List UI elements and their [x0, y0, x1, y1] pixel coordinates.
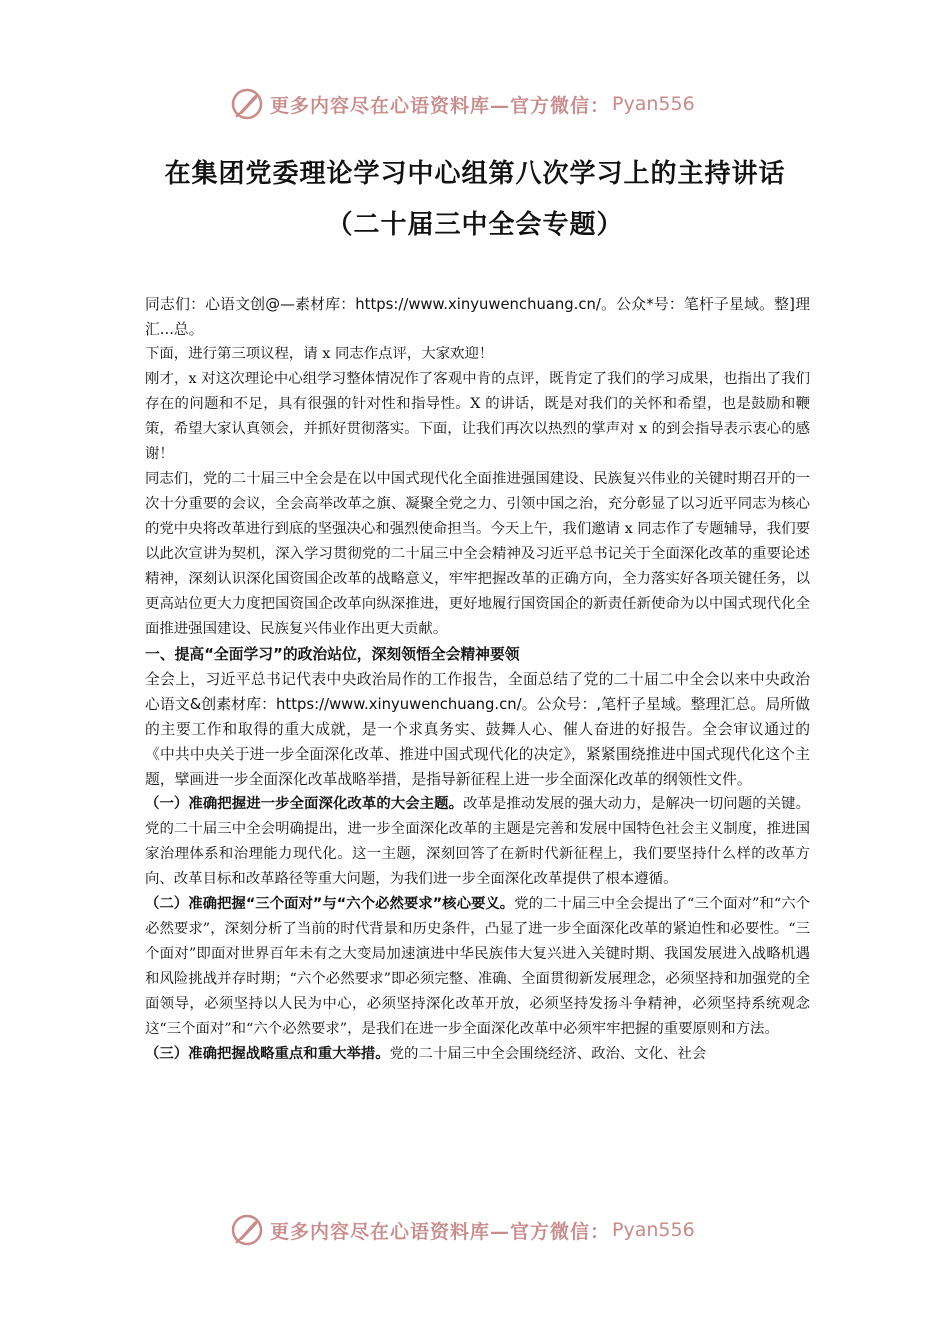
quill-logo-icon: [230, 1213, 264, 1247]
subsection-text: 改革是推动发展的强大动力，是解决一切问题的关键。党的二十届三中全会明确提出，进一步全面深化改革的主题是完善和发展中国特色社会主义制度，推进国家治理体系和治理能力现代化。这一主题，深刻回答了在新时代新征程上，我们要坚持什么样的改革方向、改革目标和改革路径等重大问题，为我们进一步全面深化改革提供了根本遵循。: [145, 796, 810, 887]
document-subtitle: （二十届三中全会专题）: [326, 210, 624, 240]
document-body: [145, 292, 810, 1067]
subsection-text: 党的二十届三中全会围绕经济、政治、文化、社会: [389, 1046, 707, 1062]
paragraph: 刚才，x 对这次理论中心组学习整体情况作了客观中肯的点评，既肯定了我们的学习成果，也指出了我们存在的问题和不足，具有很强的针对性和指导性。X 的讲话，既是对我们的关怀和希望，也是鼓励和鞭策，希望大家认真领会，并抓好贯彻落实。下面，让我们再次以热烈的掌声对 x 的到会指导表示衷心的感谢！: [145, 371, 810, 462]
document-title: 在集团党委理论学习中心组第八次学习上的主持讲话: [164, 159, 786, 189]
watermark-banner-bottom: [230, 1210, 730, 1250]
watermark-wechat-id: Pyan556: [612, 93, 695, 115]
subsection-lead: （三）准确把握战略重点和重大举措。: [145, 1046, 390, 1062]
paragraph-opening: 同志们：心语文创@—素材库：https://www.xinyuwenchuang.cn/。公众*号：笔杆子星域。整]理汇...总。: [145, 296, 810, 338]
paragraph: 下面，进行第三项议程，请 x 同志作点评，大家欢迎！: [145, 346, 494, 362]
watermark-slogan: 更多内容尽在心语资料库—官方微信：: [270, 1220, 611, 1243]
watermark-banner-top: [230, 84, 730, 124]
subsection-1: [145, 792, 810, 892]
subsection-3: [145, 1042, 810, 1067]
subsection-2: [145, 892, 810, 1042]
paragraph: 全会上，习近平总书记代表中央政治局作的工作报告，全面总结了党的二十届二中全会以来中央政治心语文&创素材库：https://www.xinyuwenchuang.cn/。公众号：,笔杆子星域。整理汇总。局所做的主要工作和取得的重大成就，是一个求真务实、鼓舞人心、催人奋进的好报告。全会审议通过的《中共中央关于进一步全面深化改革、推进中国式现代化的决定》，紧紧围绕推进中国式现代化这个主题，擘画进一步全面深化改革战略举措，是指导新征程上进一步全面深化改革的纲领性文件。: [145, 671, 810, 788]
quill-logo-icon: [230, 87, 264, 121]
subsection-text: 党的二十届三中全会提出了“三个面对”和“六个必然要求”，深刻分析了当前的时代背景和历史条件，凸显了进一步全面深化改革的紧迫性和必要性。“三个面对”即面对世界百年未有之大变局加速演进中华民族伟大复兴进入关键时期、我国发展进入战略机遇和风险挑战并存时期；“六个必然要求”即必须完整、准确、全面贯彻新发展理念，必须坚持和加强党的全面领导，必须坚持以人民为中心，必须坚持深化改革开放，必须坚持发扬斗争精神，必须坚持系统观念这“三个面对”和“六个必然要求”，是我们在进一步全面深化改革中必须牢牢把握的重要原则和方法。: [145, 896, 810, 1037]
subsection-lead: （一）准确把握进一步全面深化改革的大会主题。: [145, 796, 464, 812]
section-heading-1: 一、提高“全面学习”的政治站位，深刻领悟全会精神要领: [145, 646, 520, 663]
watermark-slogan: 更多内容尽在心语资料库—官方微信：: [270, 94, 611, 117]
watermark-wechat-id: Pyan556: [612, 1219, 695, 1241]
subsection-lead: （二）准确把握“三个面对”与“六个必然要求”核心要义。: [145, 896, 515, 912]
paragraph: 同志们，党的二十届三中全会是在以中国式现代化全面推进强国建设、民族复兴伟业的关键时期召开的一次十分重要的会议，全会高举改革之旗、凝聚全党之力、引领中国之治，充分彰显了以习近平同志为核心的党中央将改革进行到底的坚强决心和强烈使命担当。今天上午，我们邀请 x 同志作了专题辅导，我们要以此次宣讲为契机，深入学习贯彻党的二十届三中全会精神及习近平总书记关于全面深化改革的重要论述精神，深刻认识深化国资国企改革的战略意义，牢牢把握改革的正确方向，全力落实好各项关键任务，以更高站位更大力度把国资国企改革向纵深推进，更好地履行国资国企的新责任新使命为以中国式现代化全面推进强国建设、民族复兴伟业作出更大贡献。: [145, 471, 810, 637]
